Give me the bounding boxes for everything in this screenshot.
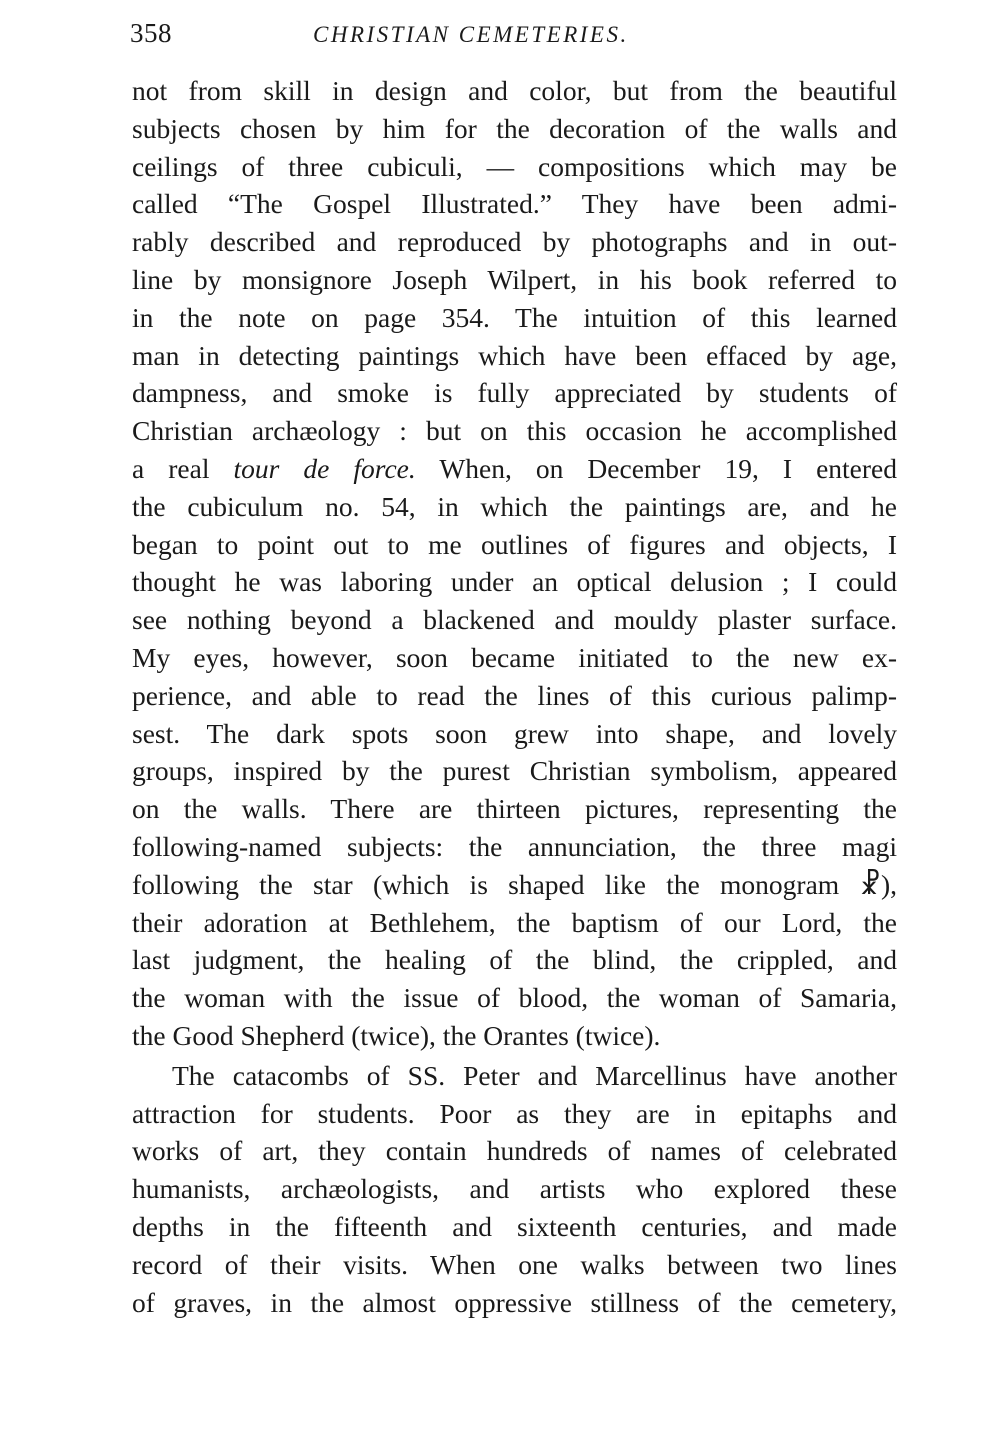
text-line: The catacombs of SS. Peter and Marcellinus have another (172, 1059, 897, 1091)
text-line: on the walls. There are thirteen pictures, representing the (132, 793, 897, 825)
text-line: works of art, they contain hundreds of names of celebrated (132, 1135, 897, 1167)
paragraph-2 (132, 1057, 897, 1322)
line-start: a real (132, 452, 210, 484)
text-line: their adoration at Bethlehem, the baptism of our Lord, the (132, 906, 897, 938)
text-line: humanists, archæologists, and artists who explored these (132, 1173, 897, 1205)
text-line: record of their visits. When one walks between two lines (132, 1248, 897, 1280)
text-line: depths in the fifteenth and sixteenth centuries, and made (132, 1210, 897, 1242)
text-line: subjects chosen by him for the decoration of the walls and (132, 112, 897, 144)
page-header (130, 18, 900, 58)
text-line: the cubiculum no. 54, in which the paintings are, and he (132, 490, 897, 522)
text-line: of graves, in the almost oppressive stillness of the cemetery, (132, 1286, 897, 1318)
text-line: the woman with the issue of blood, the woman of Samaria, (132, 982, 897, 1014)
text-line: sest. The dark spots soon grew into shape, and lovely (132, 717, 897, 749)
text-line: line by monsignore Joseph Wilpert, in his book referred to (132, 263, 897, 295)
text-line: attraction for students. Poor as they are in epitaphs and (132, 1097, 897, 1129)
text-line: the Good Shepherd (twice), the Orantes (twice). (132, 1019, 661, 1051)
text-line: last judgment, the healing of the blind, the crippled, and (132, 944, 897, 976)
text-line: see nothing beyond a blackened and mouldy plaster surface. (132, 604, 897, 636)
page-number: 358 (130, 18, 172, 48)
italic-phrase: tour de force. (233, 452, 416, 484)
text-line: man in detecting paintings which have been effaced by age, (132, 339, 897, 371)
text-line: rably described and reproduced by photographs and in out- (132, 226, 897, 258)
paragraph-1 (132, 72, 897, 1055)
line-end: When, on December 19, I entered (439, 452, 897, 484)
text-line: dampness, and smoke is fully appreciated by students of (132, 377, 897, 409)
text-line: groups, inspired by the purest Christian symbolism, appeared (132, 755, 897, 787)
body-text (132, 72, 897, 1321)
text-line: Christian archæology : but on this occasion he accomplished (132, 415, 897, 447)
text-line: My eyes, however, soon became initiated to the new ex- (132, 641, 897, 673)
text-line: perience, and able to read the lines of this curious palimp- (132, 679, 897, 711)
text-line: following the star (which is shaped like the monogram ☧), (132, 868, 897, 900)
text-line: began to point out to me outlines of figures and objects, I (132, 528, 897, 560)
text-line: not from skill in design and color, but from the beautiful (132, 75, 897, 106)
text-line: following-named subjects: the annunciation, the three magi (132, 830, 897, 862)
running-title: CHRISTIAN CEMETERIES. (313, 22, 629, 47)
text-line: in the note on page 354. The intuition of this learned (132, 301, 897, 333)
text-line (132, 450, 897, 488)
text-line: ceilings of three cubiculi, — compositions which may be (132, 150, 897, 182)
text-line: called “The Gospel Illustrated.” They have been admi- (132, 188, 897, 220)
text-line: thought he was laboring under an optical delusion ; I could (132, 566, 897, 598)
